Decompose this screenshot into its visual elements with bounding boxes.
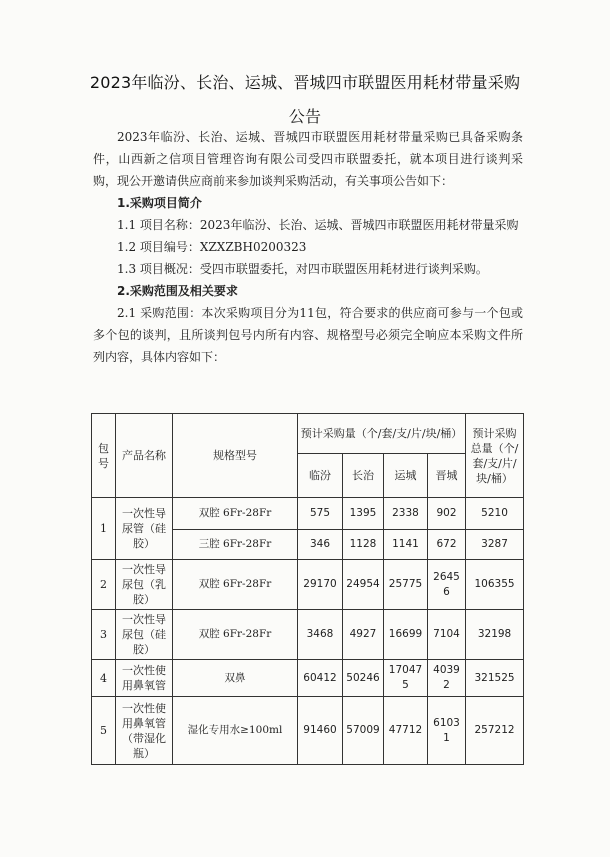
title-line-1: 2023年临汾、长治、运城、晋城四市联盟医用耗材带量采购 bbox=[89, 73, 521, 92]
cell-total: 321525 bbox=[466, 660, 524, 697]
header-total-quantity: 预计采购总量（个/套/支/片/块/桶） bbox=[466, 414, 524, 498]
cell-package-no: 5 bbox=[92, 697, 116, 765]
header-product-name: 产品名称 bbox=[116, 414, 173, 498]
cell-spec: 双鼻 bbox=[173, 660, 298, 697]
document-title bbox=[80, 66, 530, 134]
section-2-heading: 2.采购范围及相关要求 bbox=[117, 284, 238, 298]
cell-jincheng: 7104 bbox=[428, 610, 466, 660]
procurement-table bbox=[91, 413, 524, 765]
cell-yuncheng: 2338 bbox=[384, 498, 428, 530]
header-city-changzhi: 长治 bbox=[343, 454, 384, 498]
header-spec: 规格型号 bbox=[173, 414, 298, 498]
cell-linfen: 29170 bbox=[298, 560, 343, 610]
table-row bbox=[92, 560, 524, 610]
cell-total: 3287 bbox=[466, 530, 524, 560]
cell-spec: 三腔 6Fr-28Fr bbox=[173, 530, 298, 560]
cell-changzhi: 1395 bbox=[343, 498, 384, 530]
cell-spec: 双腔 6Fr-28Fr bbox=[173, 610, 298, 660]
cell-linfen: 3468 bbox=[298, 610, 343, 660]
cell-package-no: 1 bbox=[92, 498, 116, 560]
cell-spec: 湿化专用水≥100ml bbox=[173, 697, 298, 765]
header-city-jincheng: 晋城 bbox=[428, 454, 466, 498]
cell-jincheng: 26456 bbox=[428, 560, 466, 610]
cell-linfen: 91460 bbox=[298, 697, 343, 765]
table-row bbox=[92, 697, 524, 765]
project-number: 1.2 项目编号：XZXZBH0200323 bbox=[117, 240, 307, 254]
cell-yuncheng: 25775 bbox=[384, 560, 428, 610]
cell-yuncheng: 170475 bbox=[384, 660, 428, 697]
cell-package-no: 4 bbox=[92, 660, 116, 697]
header-city-linfen: 临汾 bbox=[298, 454, 343, 498]
header-forecast-quantity: 预计采购量（个/套/支/片/块/桶） bbox=[298, 414, 466, 454]
table-row bbox=[92, 498, 524, 530]
cell-linfen: 575 bbox=[298, 498, 343, 530]
cell-changzhi: 1128 bbox=[343, 530, 384, 560]
header-package-no: 包号 bbox=[92, 414, 116, 498]
table-row bbox=[92, 660, 524, 697]
table-row bbox=[92, 610, 524, 660]
cell-jincheng: 40392 bbox=[428, 660, 466, 697]
intro-paragraph: 2023年临汾、长治、运城、晋城四市联盟医用耗材带量采购已具备采购条件，山西新之信项目管理咨询有限公司受四市联盟委托，就本项目进行谈判采购，现公开邀请供应商前来参加谈判采购活动，有关事项公告如下： bbox=[93, 130, 523, 188]
cell-package-no: 2 bbox=[92, 560, 116, 610]
project-name: 1.1 项目名称：2023年临汾、长治、运城、晋城四市联盟医用耗材带量采购 bbox=[117, 218, 519, 232]
cell-changzhi: 50246 bbox=[343, 660, 384, 697]
cell-changzhi: 24954 bbox=[343, 560, 384, 610]
cell-linfen: 60412 bbox=[298, 660, 343, 697]
procurement-scope: 2.1 采购范围：本次采购项目分为11包，符合要求的供应商可参与一个包或多个包的谈判，且所谈判包号内所有内容、规格型号必须完全响应本采购文件所列内容，具体内容如下： bbox=[93, 306, 523, 364]
cell-total: 106355 bbox=[466, 560, 524, 610]
cell-yuncheng: 1141 bbox=[384, 530, 428, 560]
cell-changzhi: 4927 bbox=[343, 610, 384, 660]
cell-product-name: 一次性导尿包（乳胶） bbox=[116, 560, 173, 610]
title-line-2: 公告 bbox=[288, 107, 322, 126]
cell-jincheng: 672 bbox=[428, 530, 466, 560]
cell-total: 5210 bbox=[466, 498, 524, 530]
cell-product-name: 一次性使用鼻氧管 bbox=[116, 660, 173, 697]
document-body bbox=[93, 126, 523, 368]
cell-jincheng: 61031 bbox=[428, 697, 466, 765]
cell-total: 257212 bbox=[466, 697, 524, 765]
cell-jincheng: 902 bbox=[428, 498, 466, 530]
project-overview: 1.3 项目概况：受四市联盟委托，对四市联盟医用耗材进行谈判采购。 bbox=[117, 262, 488, 276]
cell-package-no: 3 bbox=[92, 610, 116, 660]
header-city-yuncheng: 运城 bbox=[384, 454, 428, 498]
cell-yuncheng: 47712 bbox=[384, 697, 428, 765]
cell-changzhi: 57009 bbox=[343, 697, 384, 765]
cell-product-name: 一次性导尿管（硅胶） bbox=[116, 498, 173, 560]
cell-yuncheng: 16699 bbox=[384, 610, 428, 660]
cell-product-name: 一次性使用鼻氧管（带湿化瓶） bbox=[116, 697, 173, 765]
cell-product-name: 一次性导尿包（硅胶） bbox=[116, 610, 173, 660]
cell-total: 32198 bbox=[466, 610, 524, 660]
cell-linfen: 346 bbox=[298, 530, 343, 560]
cell-spec: 双腔 6Fr-28Fr bbox=[173, 560, 298, 610]
section-1-heading: 1.采购项目简介 bbox=[117, 196, 202, 210]
cell-spec: 双腔 6Fr-28Fr bbox=[173, 498, 298, 530]
